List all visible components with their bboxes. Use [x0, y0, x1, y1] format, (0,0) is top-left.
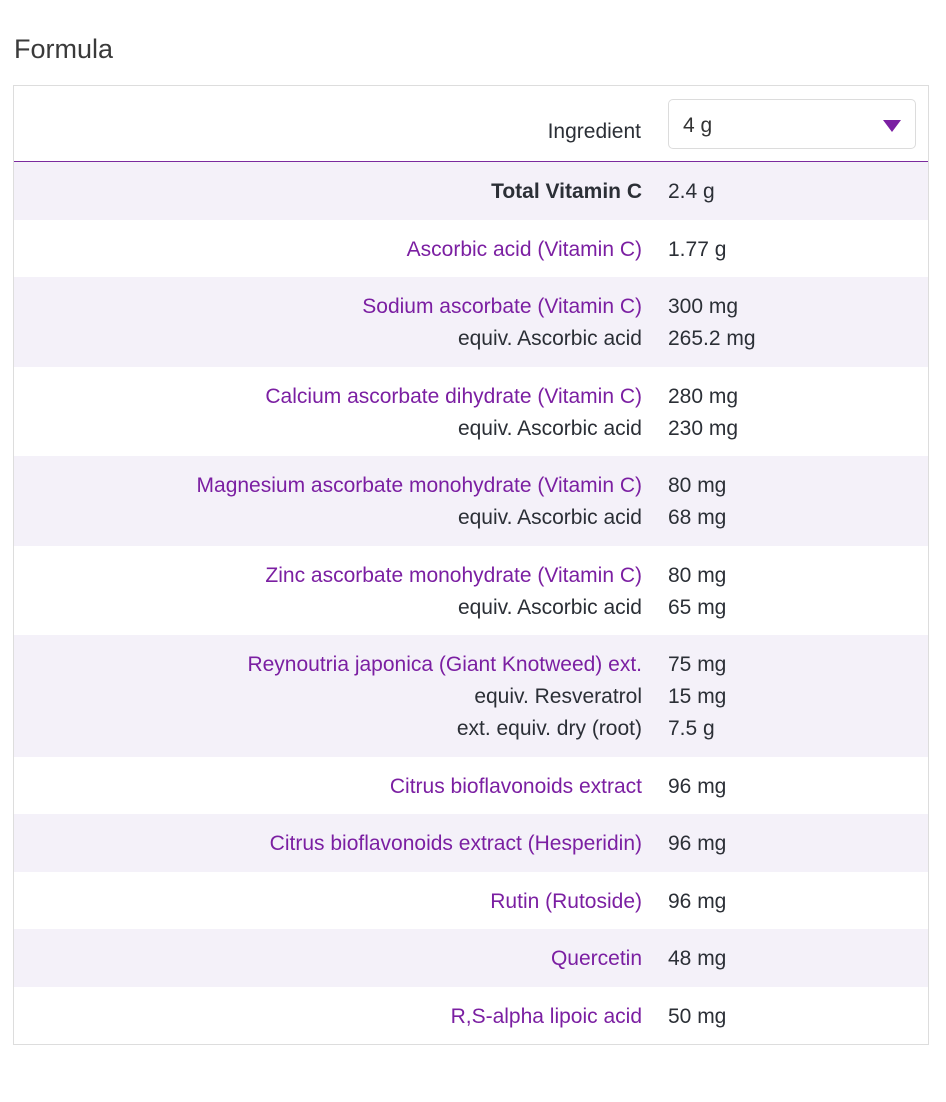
ingredient-amount: 96 mg	[668, 832, 727, 855]
equivalent-amount: 265.2 mg	[668, 327, 756, 350]
ingredient-amount: 300 mg	[668, 295, 739, 318]
equivalent-label: equiv. Ascorbic acid	[457, 327, 642, 350]
ingredient-link[interactable]: Reynoutria japonica (Giant Knotweed) ext.	[247, 653, 642, 676]
ingredient-amount: 280 mg	[668, 384, 739, 408]
table-row	[14, 220, 928, 278]
serving-size-select[interactable]	[668, 99, 916, 149]
formula-table	[13, 85, 929, 1045]
ingredient-link[interactable]: Rutin (Rutoside)	[490, 889, 642, 913]
table-row	[14, 546, 928, 636]
ingredient-amount: 1.77 g	[668, 237, 727, 261]
ingredient-column-header: Ingredient	[547, 120, 641, 143]
section-title: Formula	[14, 34, 114, 64]
table-row	[14, 456, 928, 546]
ingredient-amount: 80 mg	[668, 563, 727, 587]
equivalent-amount: 65 mg	[668, 595, 727, 619]
equivalent-amount: 68 mg	[668, 506, 727, 529]
table-row	[14, 635, 928, 757]
equivalent-label: equiv. Resveratrol	[474, 685, 642, 708]
equivalent-label: equiv. Ascorbic acid	[457, 416, 642, 440]
equivalent-label: equiv. Ascorbic acid	[457, 506, 642, 529]
triangle-down-icon[interactable]	[883, 120, 901, 132]
table-row	[14, 929, 928, 987]
equivalent-amount: 15 mg	[668, 685, 727, 708]
table-row	[14, 367, 928, 457]
ingredient-name: Total Vitamin C	[491, 180, 642, 203]
equivalent-amount: 7.5 g	[668, 717, 715, 740]
table-row	[14, 987, 928, 1045]
ingredient-link[interactable]: Quercetin	[550, 947, 642, 970]
ingredient-amount: 2.4 g	[668, 180, 715, 203]
ingredient-link[interactable]: Calcium ascorbate dihydrate (Vitamin C)	[265, 384, 642, 408]
table-row	[14, 872, 928, 930]
table-row	[14, 814, 928, 872]
ingredient-amount: 75 mg	[668, 653, 727, 676]
ingredient-amount: 96 mg	[668, 774, 727, 798]
ingredient-link[interactable]: R,S-alpha lipoic acid	[450, 1004, 642, 1028]
table-row	[14, 757, 928, 815]
ingredient-link[interactable]: Citrus bioflavonoids extract (Hesperidin)	[269, 832, 642, 855]
equivalent-label: ext. equiv. dry (root)	[456, 717, 642, 740]
table-row	[14, 277, 928, 367]
ingredient-amount: 80 mg	[668, 474, 727, 497]
equivalent-amount: 230 mg	[668, 416, 739, 440]
ingredient-amount: 96 mg	[668, 889, 727, 913]
ingredient-amount: 48 mg	[668, 947, 727, 970]
ingredient-link[interactable]: Sodium ascorbate (Vitamin C)	[362, 295, 642, 318]
ingredient-link[interactable]: Ascorbic acid (Vitamin C)	[406, 237, 642, 261]
ingredient-amount: 50 mg	[668, 1004, 727, 1028]
ingredient-link[interactable]: Zinc ascorbate monohydrate (Vitamin C)	[265, 563, 642, 587]
table-header	[14, 86, 928, 162]
serving-size-value: 4 g	[683, 114, 713, 137]
table-row	[14, 162, 928, 220]
ingredient-link[interactable]: Magnesium ascorbate monohydrate (Vitamin C)	[196, 474, 642, 497]
equivalent-label: equiv. Ascorbic acid	[457, 595, 642, 619]
ingredient-link[interactable]: Citrus bioflavonoids extract	[389, 774, 642, 798]
